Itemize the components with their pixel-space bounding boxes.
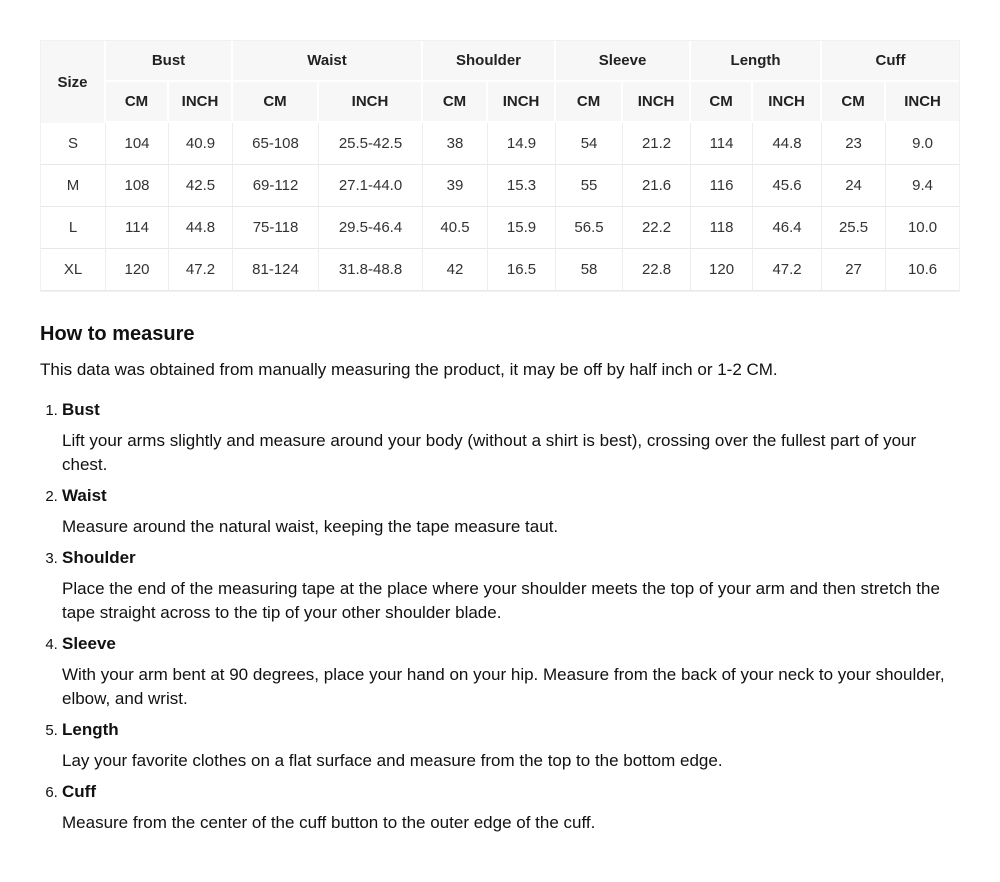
measurement-cell: 15.9	[488, 207, 556, 249]
measure-step-description: Lift your arms slightly and measure around your body (without a shirt is best), crossing over the fullest part of your chest.	[62, 431, 917, 474]
size-chart-table	[40, 40, 960, 292]
measurement-cell: 55	[556, 165, 623, 207]
measurement-cell: 47.2	[753, 249, 822, 291]
measurement-cell: 15.3	[488, 165, 556, 207]
measurement-cell: 25.5-42.5	[319, 123, 423, 165]
group-header: Shoulder	[423, 41, 556, 82]
measure-step-description: Measure around the natural waist, keeping the tape measure taut.	[62, 517, 559, 536]
measurement-cell: 114	[691, 123, 753, 165]
size-cell: L	[41, 207, 106, 249]
measure-step-term: Waist	[62, 486, 107, 505]
measurement-cell: 25.5	[822, 207, 886, 249]
measurement-cell: 58	[556, 249, 623, 291]
measurement-cell: 38	[423, 123, 488, 165]
size-column-header: Size	[41, 41, 106, 123]
measurement-cell: 54	[556, 123, 623, 165]
unit-header: INCH	[623, 82, 691, 123]
measurement-cell: 69-112	[233, 165, 319, 207]
measure-step	[62, 780, 960, 835]
how-to-measure-title: How to measure	[40, 323, 195, 345]
measure-step	[62, 632, 960, 711]
table-row	[41, 123, 959, 165]
measurement-cell: 108	[106, 165, 169, 207]
measure-step-term: Length	[62, 720, 119, 739]
measurement-cell: 10.6	[886, 249, 959, 291]
unit-header: INCH	[753, 82, 822, 123]
size-cell: XL	[41, 249, 106, 291]
measurement-cell: 116	[691, 165, 753, 207]
measurement-cell: 23	[822, 123, 886, 165]
unit-header: CM	[556, 82, 623, 123]
unit-header: CM	[423, 82, 488, 123]
measurement-cell: 81-124	[233, 249, 319, 291]
measurement-cell: 47.2	[169, 249, 233, 291]
measurement-cell: 39	[423, 165, 488, 207]
measurement-cell: 114	[106, 207, 169, 249]
unit-header: INCH	[319, 82, 423, 123]
unit-header: INCH	[488, 82, 556, 123]
measurement-cell: 104	[106, 123, 169, 165]
group-header: Bust	[106, 41, 233, 82]
measurement-cell: 118	[691, 207, 753, 249]
unit-header: CM	[233, 82, 319, 123]
unit-header: CM	[822, 82, 886, 123]
measure-step	[62, 546, 960, 625]
measure-step	[62, 484, 960, 539]
measure-step-description: With your arm bent at 90 degrees, place your hand on your hip. Measure from the back of your neck to your shoulder, elbow, and wrist.	[62, 665, 945, 708]
measurement-cell: 27.1-44.0	[319, 165, 423, 207]
measurement-cell: 22.2	[623, 207, 691, 249]
measure-step	[62, 718, 960, 773]
measure-step-description: Lay your favorite clothes on a flat surface and measure from the top to the bottom edge.	[62, 751, 723, 770]
measurement-cell: 29.5-46.4	[319, 207, 423, 249]
measure-disclaimer: This data was obtained from manually measuring the product, it may be off by half inch or 1-2 CM.	[40, 360, 778, 379]
group-header: Length	[691, 41, 822, 82]
measure-step-term: Cuff	[62, 782, 96, 801]
measurement-cell: 42.5	[169, 165, 233, 207]
measurement-cell: 27	[822, 249, 886, 291]
measure-step-term: Bust	[62, 400, 100, 419]
measurement-cell: 45.6	[753, 165, 822, 207]
table-row	[41, 165, 959, 207]
measurement-cell: 21.2	[623, 123, 691, 165]
measurement-cell: 44.8	[753, 123, 822, 165]
group-header: Cuff	[822, 41, 959, 82]
measurement-cell: 40.5	[423, 207, 488, 249]
measure-step-term: Sleeve	[62, 634, 116, 653]
table-row	[41, 249, 959, 291]
measurement-cell: 24	[822, 165, 886, 207]
measurement-cell: 44.8	[169, 207, 233, 249]
measurement-cell: 120	[106, 249, 169, 291]
measurement-cell: 9.0	[886, 123, 959, 165]
unit-header: CM	[691, 82, 753, 123]
size-chart-header	[41, 41, 959, 123]
measure-steps-list	[40, 398, 960, 835]
measurement-cell: 14.9	[488, 123, 556, 165]
how-to-measure-section	[40, 322, 960, 835]
measure-step-description: Measure from the center of the cuff button to the outer edge of the cuff.	[62, 813, 596, 832]
size-cell: M	[41, 165, 106, 207]
size-chart-body	[41, 123, 959, 291]
measure-step	[62, 398, 960, 477]
measure-step-description: Place the end of the measuring tape at the place where your shoulder meets the top of your arm and then stretch the tape straight across to the tip of your other shoulder blade.	[62, 579, 940, 622]
measurement-cell: 120	[691, 249, 753, 291]
unit-header: INCH	[886, 82, 959, 123]
measurement-cell: 21.6	[623, 165, 691, 207]
measurement-cell: 40.9	[169, 123, 233, 165]
measurement-cell: 16.5	[488, 249, 556, 291]
measurement-cell: 46.4	[753, 207, 822, 249]
size-cell: S	[41, 123, 106, 165]
measurement-cell: 10.0	[886, 207, 959, 249]
table-row	[41, 207, 959, 249]
measurement-cell: 56.5	[556, 207, 623, 249]
group-header: Waist	[233, 41, 423, 82]
measurement-cell: 65-108	[233, 123, 319, 165]
measurement-cell: 31.8-48.8	[319, 249, 423, 291]
measurement-cell: 22.8	[623, 249, 691, 291]
measurement-cell: 42	[423, 249, 488, 291]
measurement-cell: 75-118	[233, 207, 319, 249]
unit-header: INCH	[169, 82, 233, 123]
measurement-cell: 9.4	[886, 165, 959, 207]
measure-step-term: Shoulder	[62, 548, 136, 567]
group-header: Sleeve	[556, 41, 691, 82]
unit-header: CM	[106, 82, 169, 123]
